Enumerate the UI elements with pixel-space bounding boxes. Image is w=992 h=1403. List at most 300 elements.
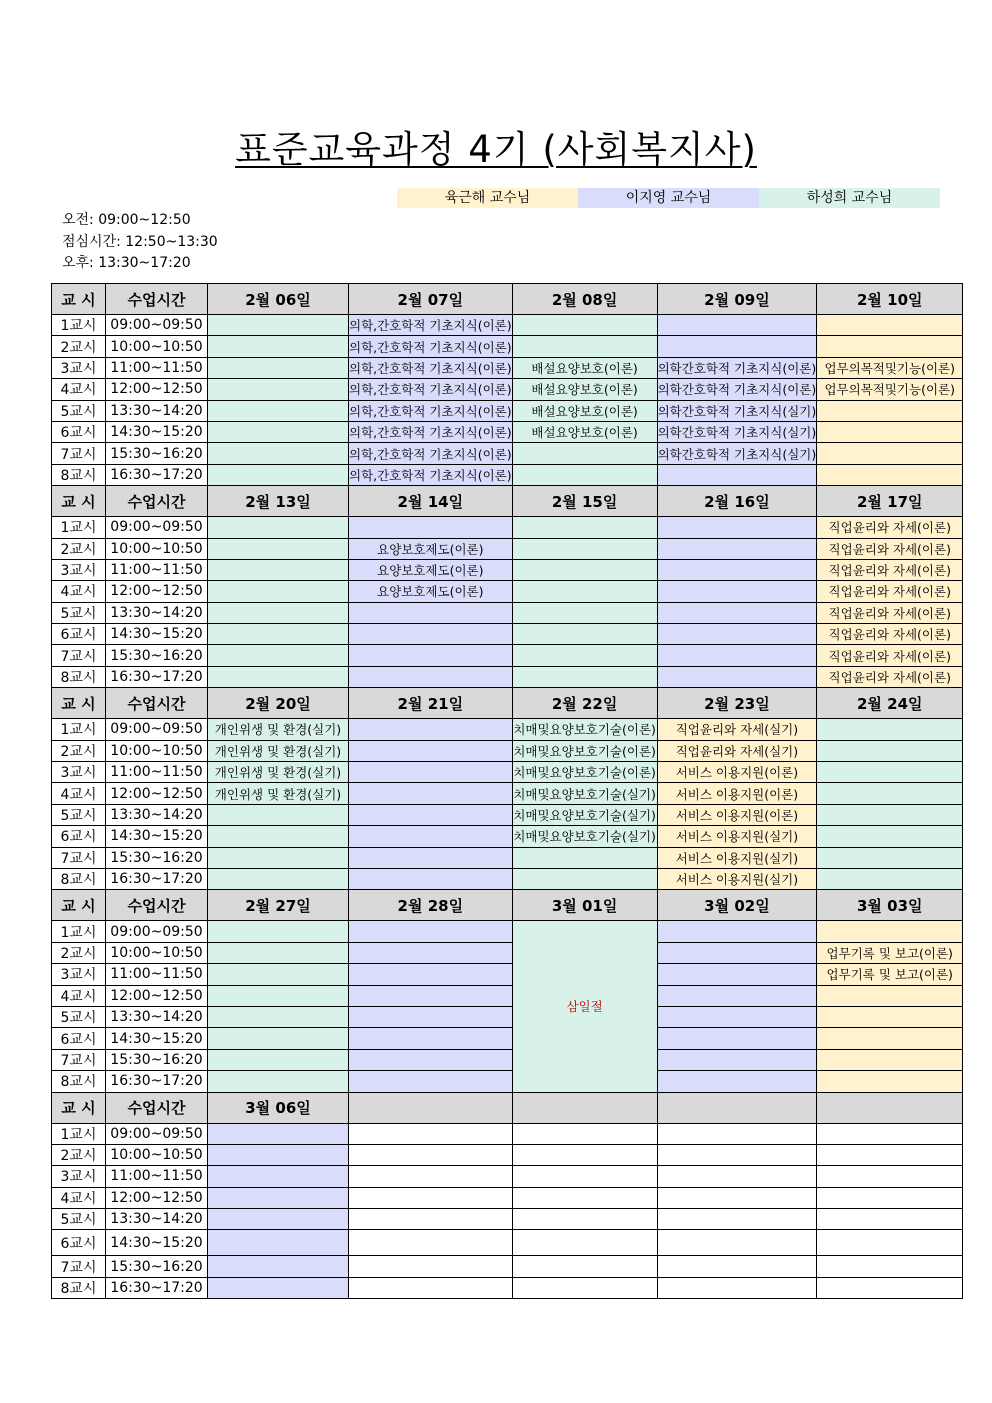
period-label: 3교시 [52,964,106,985]
day-header: 3월 01일 [512,890,657,921]
class-cell: 의학,간호학적 기초지식(이론) [349,421,513,442]
class-cell [208,336,349,357]
period-header: 교 시 [52,1092,106,1123]
class-cell: 의학간호학적 기초지식(이론) [657,357,817,378]
class-cell: 직업윤리와 자세(이론) [817,602,963,623]
class-cell [349,1277,513,1298]
class-cell: 개인위생 및 환경(실기) [208,783,349,804]
class-cell: 직업윤리와 자세(실기) [657,719,817,740]
period-label: 8교시 [52,1071,106,1092]
week-header-row [52,486,963,517]
class-cell [512,1187,657,1208]
class-cell [512,624,657,645]
period-label: 7교시 [52,443,106,464]
class-cell [817,804,963,825]
class-cell [657,624,817,645]
period-header: 교 시 [52,890,106,921]
period-row [52,1277,963,1298]
class-cell [817,1230,963,1256]
class-cell [657,645,817,666]
holiday-cell: 삼일절 [512,921,657,1092]
time-slot: 11:00~11:50 [106,1166,208,1187]
class-cell [349,1166,513,1187]
class-cell [657,602,817,623]
class-cell [657,581,817,602]
class-cell [512,1277,657,1298]
class-cell [512,464,657,485]
class-cell [208,315,349,336]
period-row [52,1209,963,1230]
day-header: 2월 20일 [208,688,349,719]
period-label: 8교시 [52,464,106,485]
legend-instructor-3: 하성희 교수님 [759,188,940,208]
week-header-row [52,688,963,719]
class-cell [657,1187,817,1208]
period-row [52,1256,963,1277]
class-cell: 의학간호학적 기초지식(이론) [657,379,817,400]
time-slot: 11:00~11:50 [106,762,208,783]
period-row [52,602,963,623]
period-row [52,868,963,889]
period-row [52,1071,963,1092]
class-cell [512,1166,657,1187]
class-cell [817,985,963,1006]
period-row [52,1123,963,1144]
class-cell [657,964,817,985]
class-cell [208,1049,349,1070]
time-slot: 16:30~17:20 [106,464,208,485]
class-cell: 의학간호학적 기초지식(실기) [657,443,817,464]
class-cell: 서비스 이용지원(실기) [657,847,817,868]
class-cell: 치매및요양보호기술(실기) [512,826,657,847]
class-cell [512,1230,657,1256]
class-cell [512,1144,657,1165]
day-header [817,1092,963,1123]
period-label: 5교시 [52,602,106,623]
class-cell: 치매및요양보호기술(이론) [512,762,657,783]
period-label: 3교시 [52,559,106,580]
class-cell [349,645,513,666]
legend-instructor-1: 육근해 교수님 [397,188,578,208]
day-header: 2월 22일 [512,688,657,719]
week-header-row [52,1092,963,1123]
class-cell [512,645,657,666]
class-cell [657,1256,817,1277]
period-row [52,624,963,645]
period-row [52,400,963,421]
class-cell [349,1049,513,1070]
time-slot: 14:30~15:20 [106,624,208,645]
class-cell [512,581,657,602]
class-cell [349,740,513,761]
class-cell [349,1256,513,1277]
class-cell: 직업윤리와 자세(이론) [817,581,963,602]
class-cell: 서비스 이용지원(실기) [657,826,817,847]
day-header: 2월 14일 [349,486,513,517]
period-row [52,1006,963,1027]
class-cell [657,1006,817,1027]
day-header: 3월 06일 [208,1092,349,1123]
time-slot: 09:00~09:50 [106,315,208,336]
period-row [52,985,963,1006]
class-cell [817,336,963,357]
class-cell [817,1006,963,1027]
class-cell: 치매및요양보호기술(실기) [512,804,657,825]
morning-time: 오전: 09:00~12:50 [62,212,191,228]
time-slot: 09:00~09:50 [106,517,208,538]
class-cell [208,921,349,942]
period-label: 4교시 [52,783,106,804]
class-cell: 서비스 이용지원(실기) [657,868,817,889]
class-cell [208,666,349,687]
class-cell [817,1277,963,1298]
class-cell [657,921,817,942]
period-label: 2교시 [52,336,106,357]
period-label: 5교시 [52,400,106,421]
class-cell: 직업윤리와 자세(실기) [657,740,817,761]
period-label: 1교시 [52,1123,106,1144]
period-label: 7교시 [52,645,106,666]
class-cell [817,719,963,740]
time-slot: 11:00~11:50 [106,357,208,378]
time-info [62,210,218,275]
period-label: 3교시 [52,357,106,378]
period-header: 교 시 [52,284,106,315]
period-row [52,538,963,559]
time-slot: 13:30~14:20 [106,1209,208,1230]
period-header: 교 시 [52,688,106,719]
afternoon-time: 오후: 13:30~17:20 [62,255,191,271]
class-cell [817,443,963,464]
class-cell: 배설요양보호(이론) [512,379,657,400]
time-slot: 14:30~15:20 [106,421,208,442]
time-slot: 15:30~16:20 [106,1256,208,1277]
class-cell [512,602,657,623]
time-header: 수업시간 [106,284,208,315]
period-label: 3교시 [52,762,106,783]
class-cell [817,1166,963,1187]
class-cell [208,645,349,666]
class-cell: 요양보호제도(이론) [349,538,513,559]
time-slot: 15:30~16:20 [106,443,208,464]
class-cell [349,1209,513,1230]
class-cell [349,783,513,804]
legend-instructor-2: 이지영 교수님 [578,188,759,208]
period-label: 1교시 [52,921,106,942]
day-header [512,1092,657,1123]
period-label: 2교시 [52,1144,106,1165]
class-cell: 의학,간호학적 기초지식(이론) [349,400,513,421]
class-cell: 의학간호학적 기초지식(실기) [657,421,817,442]
class-cell [208,1277,349,1298]
day-header: 3월 02일 [657,890,817,921]
class-cell [657,666,817,687]
time-slot: 09:00~09:50 [106,1123,208,1144]
class-cell [512,443,657,464]
class-cell: 직업윤리와 자세(이론) [817,559,963,580]
period-row [52,964,963,985]
class-cell [208,1028,349,1049]
day-header [349,1092,513,1123]
class-cell [512,1209,657,1230]
day-header: 2월 21일 [349,688,513,719]
class-cell: 직업윤리와 자세(이론) [817,517,963,538]
class-cell [657,1049,817,1070]
class-cell [349,826,513,847]
class-cell [208,868,349,889]
class-cell [657,1123,817,1144]
day-header [657,1092,817,1123]
class-cell [208,443,349,464]
class-cell [512,1123,657,1144]
period-header: 교 시 [52,486,106,517]
class-cell [512,538,657,559]
period-row [52,645,963,666]
period-row [52,1166,963,1187]
period-label: 2교시 [52,538,106,559]
day-header: 2월 07일 [349,284,513,315]
period-label: 5교시 [52,1209,106,1230]
class-cell [349,1071,513,1092]
class-cell: 치매및요양보호기술(실기) [512,783,657,804]
class-cell [349,666,513,687]
class-cell [512,559,657,580]
class-cell: 치매및요양보호기술(이론) [512,740,657,761]
period-row [52,421,963,442]
period-label: 4교시 [52,1187,106,1208]
class-cell: 요양보호제도(이론) [349,581,513,602]
page-title [0,126,992,174]
period-label: 8교시 [52,666,106,687]
class-cell [349,624,513,645]
class-cell [208,964,349,985]
class-cell: 직업윤리와 자세(이론) [817,666,963,687]
period-label: 8교시 [52,1277,106,1298]
day-header: 2월 27일 [208,890,349,921]
period-label: 3교시 [52,1166,106,1187]
class-cell [349,1028,513,1049]
day-header: 3월 03일 [817,890,963,921]
class-cell [512,868,657,889]
class-cell [657,464,817,485]
class-cell [208,421,349,442]
class-cell [817,921,963,942]
period-row [52,804,963,825]
class-cell [208,538,349,559]
class-cell: 의학,간호학적 기초지식(이론) [349,315,513,336]
class-cell: 개인위생 및 환경(실기) [208,719,349,740]
class-cell [657,336,817,357]
period-row [52,559,963,580]
class-cell [208,942,349,963]
period-row [52,464,963,485]
period-row [52,783,963,804]
class-cell: 업무기록 및 보고(이론) [817,964,963,985]
time-slot: 10:00~10:50 [106,942,208,963]
period-label: 4교시 [52,581,106,602]
class-cell [208,1209,349,1230]
class-cell: 직업윤리와 자세(이론) [817,645,963,666]
class-cell [208,357,349,378]
period-row [52,719,963,740]
class-cell [208,1256,349,1277]
class-cell [817,868,963,889]
day-header: 2월 06일 [208,284,349,315]
time-slot: 16:30~17:20 [106,1277,208,1298]
class-cell [817,1209,963,1230]
class-cell: 개인위생 및 환경(실기) [208,740,349,761]
time-slot: 09:00~09:50 [106,921,208,942]
class-cell: 배설요양보호(이론) [512,400,657,421]
class-cell [349,921,513,942]
class-cell [817,1144,963,1165]
class-cell [817,847,963,868]
time-slot: 12:00~12:50 [106,783,208,804]
class-cell [657,1166,817,1187]
period-label: 2교시 [52,740,106,761]
period-row [52,1049,963,1070]
class-cell [817,421,963,442]
class-cell [349,804,513,825]
day-header: 2월 16일 [657,486,817,517]
time-header: 수업시간 [106,688,208,719]
class-cell [657,1071,817,1092]
class-cell [208,400,349,421]
schedule-table [51,283,963,1299]
time-slot: 15:30~16:20 [106,1049,208,1070]
period-label: 7교시 [52,1256,106,1277]
period-row [52,1028,963,1049]
class-cell [817,826,963,847]
class-cell [512,336,657,357]
time-slot: 14:30~15:20 [106,1028,208,1049]
time-slot: 11:00~11:50 [106,964,208,985]
class-cell [817,400,963,421]
class-cell [208,517,349,538]
class-cell [817,1187,963,1208]
class-cell [657,1028,817,1049]
period-row [52,1187,963,1208]
time-header: 수업시간 [106,890,208,921]
class-cell [349,847,513,868]
time-slot: 13:30~14:20 [106,400,208,421]
time-slot: 14:30~15:20 [106,1230,208,1256]
class-cell [208,464,349,485]
time-slot: 10:00~10:50 [106,1144,208,1165]
class-cell [349,762,513,783]
day-header: 2월 13일 [208,486,349,517]
period-label: 5교시 [52,1006,106,1027]
class-cell [208,1230,349,1256]
class-cell [657,1277,817,1298]
class-cell: 직업윤리와 자세(이론) [817,624,963,645]
class-cell: 직업윤리와 자세(이론) [817,538,963,559]
time-slot: 13:30~14:20 [106,1006,208,1027]
period-label: 4교시 [52,985,106,1006]
time-slot: 12:00~12:50 [106,581,208,602]
class-cell [349,602,513,623]
time-slot: 09:00~09:50 [106,719,208,740]
period-label: 8교시 [52,868,106,889]
class-cell: 업무의목적및기능(이론) [817,379,963,400]
period-row [52,762,963,783]
class-cell [208,1144,349,1165]
class-cell: 서비스 이용지원(이론) [657,762,817,783]
class-cell [349,942,513,963]
period-label: 6교시 [52,826,106,847]
period-row [52,581,963,602]
week-header-row [52,284,963,315]
day-header: 2월 08일 [512,284,657,315]
period-row [52,357,963,378]
lunch-time: 점심시간: 12:50~13:30 [62,233,218,250]
time-header: 수업시간 [106,486,208,517]
time-slot: 10:00~10:50 [106,740,208,761]
time-slot: 13:30~14:20 [106,804,208,825]
period-label: 1교시 [52,517,106,538]
class-cell: 치매및요양보호기술(이론) [512,719,657,740]
day-header: 2월 15일 [512,486,657,517]
class-cell [349,985,513,1006]
class-cell: 의학,간호학적 기초지식(이론) [349,443,513,464]
period-row [52,336,963,357]
class-cell [657,942,817,963]
class-cell [657,1230,817,1256]
day-header: 2월 10일 [817,284,963,315]
class-cell [349,1144,513,1165]
period-label: 6교시 [52,421,106,442]
period-label: 7교시 [52,1049,106,1070]
time-slot: 12:00~12:50 [106,1187,208,1208]
day-header: 2월 24일 [817,688,963,719]
class-cell [512,517,657,538]
class-cell: 배설요양보호(이론) [512,421,657,442]
period-label: 1교시 [52,719,106,740]
time-slot: 13:30~14:20 [106,602,208,623]
class-cell [208,1187,349,1208]
class-cell [208,1166,349,1187]
class-cell [349,1123,513,1144]
period-row [52,666,963,687]
class-cell [208,624,349,645]
period-row [52,921,963,942]
period-label: 6교시 [52,1028,106,1049]
class-cell: 의학,간호학적 기초지식(이론) [349,357,513,378]
class-cell: 개인위생 및 환경(실기) [208,762,349,783]
period-row [52,517,963,538]
class-cell: 서비스 이용지원(이론) [657,783,817,804]
class-cell [349,1187,513,1208]
class-cell [208,985,349,1006]
class-cell [208,1123,349,1144]
class-cell [657,1144,817,1165]
time-slot: 16:30~17:20 [106,1071,208,1092]
class-cell [208,379,349,400]
class-cell [208,847,349,868]
class-cell [817,1123,963,1144]
period-label: 4교시 [52,379,106,400]
time-slot: 11:00~11:50 [106,559,208,580]
period-row [52,826,963,847]
day-header: 2월 17일 [817,486,963,517]
period-label: 1교시 [52,315,106,336]
class-cell: 의학,간호학적 기초지식(이론) [349,379,513,400]
class-cell [349,719,513,740]
class-cell: 의학,간호학적 기초지식(이론) [349,464,513,485]
period-label: 2교시 [52,942,106,963]
class-cell [208,1071,349,1092]
period-label: 5교시 [52,804,106,825]
